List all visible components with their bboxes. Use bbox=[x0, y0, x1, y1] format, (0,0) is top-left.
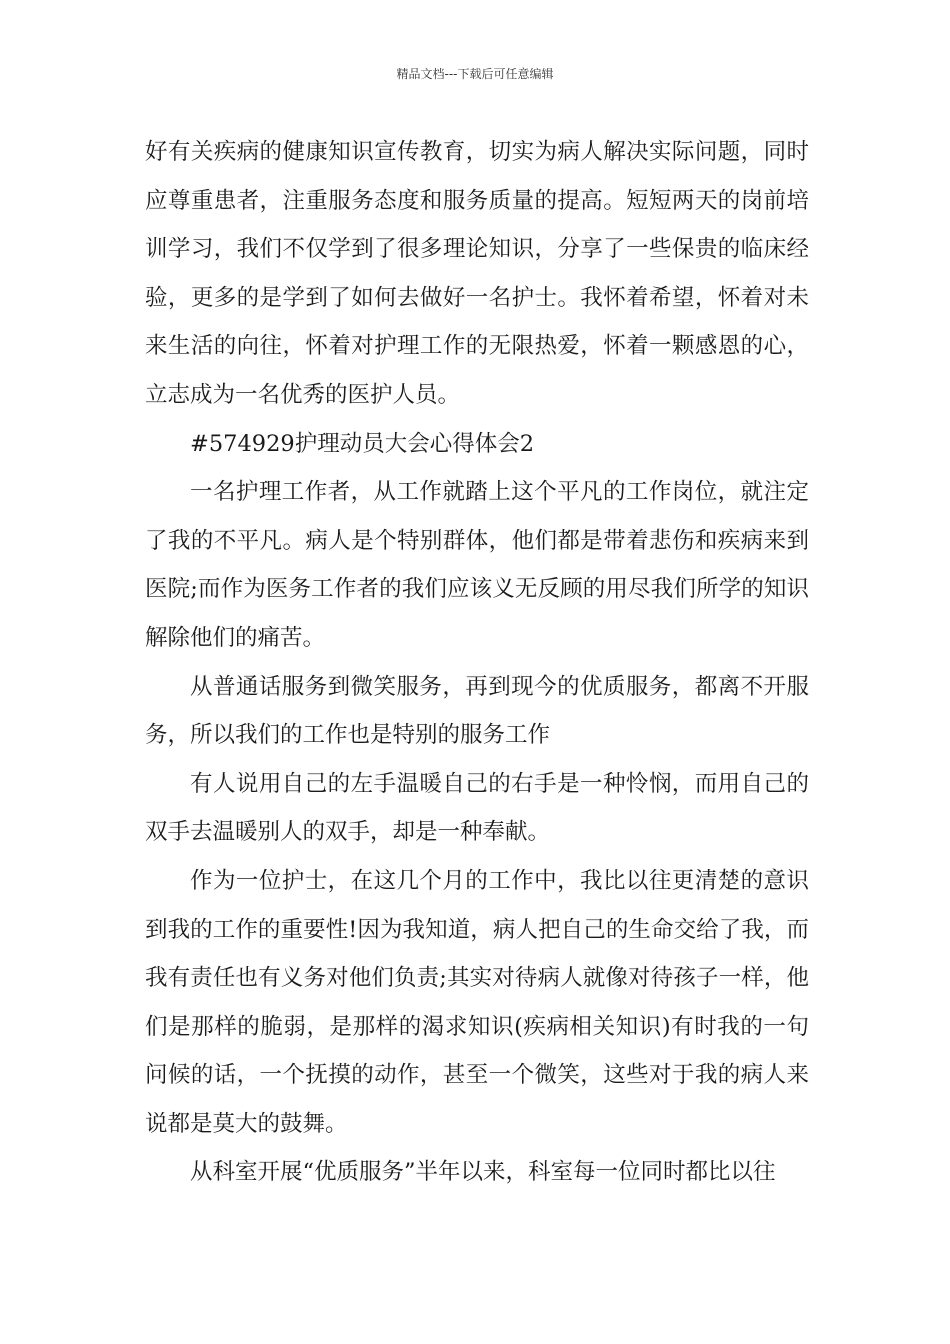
paragraph: 从科室开展“优质服务”半年以来，科室每一位同时都比以往 bbox=[190, 1159, 776, 1186]
section-heading: #574929护理动员大会心得体会2 bbox=[190, 430, 535, 457]
page-header: 精品文档---下载后可任意编辑 bbox=[396, 67, 554, 81]
paragraph: 作为一位护士，在这几个月的工作中，我比以往更清楚的意识到我的工作的重要性!因为我知道，病人把自己的生命交给了我，而我有责任也有义务对他们负责;其实对待病人就像对待孩子一样，他们是那样的脆弱，是那样的渴求知识(疾病相关知识)有时我的一句问候的话，一个抚摸的动作，甚至一个微笑，这些对于我的病人来说都是莫大的鼓舞。 bbox=[145, 867, 809, 1137]
paragraph: 从普通话服务到微笑服务，再到现今的优质服务，都离不开服务，所以我们的工作也是特别的服务工作 bbox=[145, 673, 809, 749]
paragraph-continued: 好有关疾病的健康知识宣传教育，切实为病人解决实际问题，同时应尊重患者，注重服务态度和服务质量的提高。短短两天的岗前培训学习，我们不仅学到了很多理论知识，分享了一些保贵的临床经验，更多的是学到了如何去做好一名护士。我怀着希望，怀着对未来生活的向往，怀着对护理工作的无限热爱，怀着一颗感恩的心，立志成为一名优秀的医护人员。 bbox=[145, 139, 809, 408]
paragraph: 有人说用自己的左手温暖自己的右手是一种怜悯，而用自己的双手去温暖别人的双手，却是一种奉献。 bbox=[145, 770, 809, 846]
document-body bbox=[145, 128, 809, 1197]
paragraph: 一名护理工作者，从工作就踏上这个平凡的工作岗位，就注定了我的不平凡。病人是个特别群体，他们都是带着悲伤和疾病来到医院;而作为医务工作者的我们应该义无反顾的用尽我们所学的知识解除他们的痛苦。 bbox=[145, 479, 809, 651]
